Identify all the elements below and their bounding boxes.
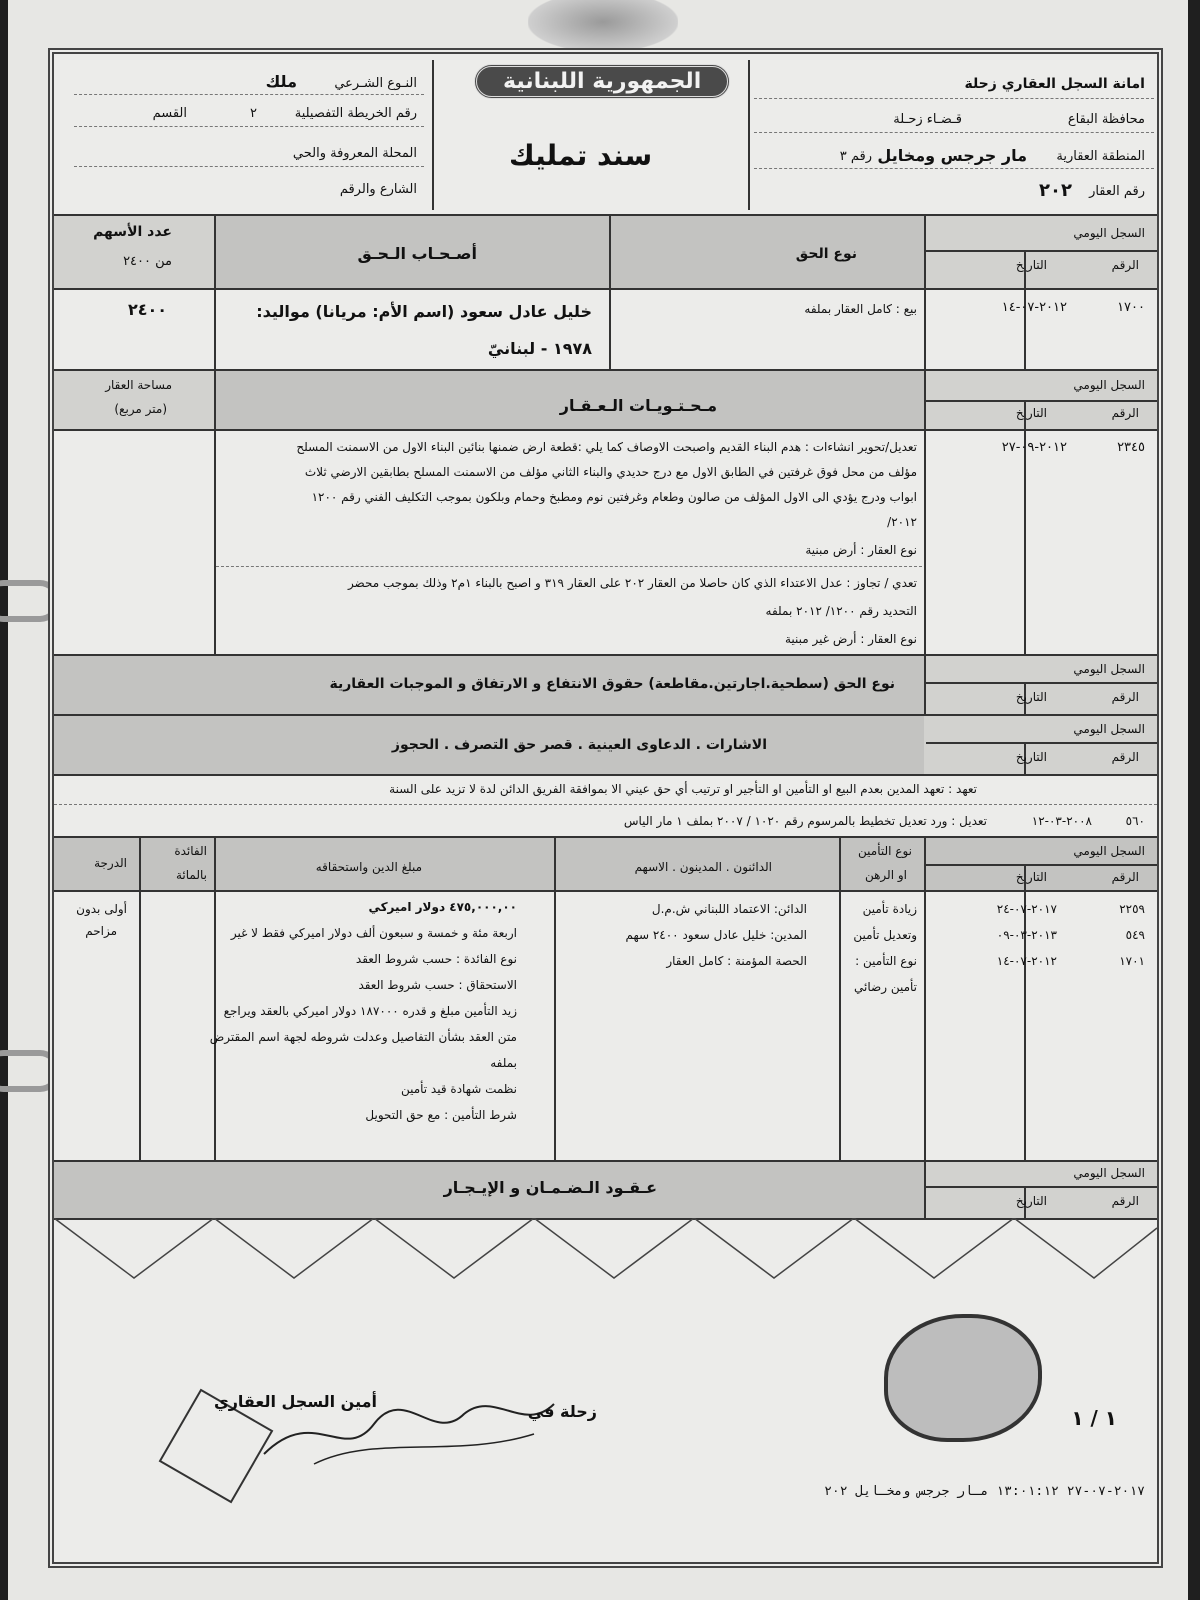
mortgage-parties-header: الدائنون . المدينون . الاسهم (634, 860, 772, 874)
mortgage-condition: شرط التأمين : مع حق التحويل (365, 1108, 517, 1122)
owner-entry-date: ٢٠١٢-٠٧-١٤ (1001, 300, 1067, 315)
owners-header: أصـحـاب الـحـق (357, 244, 477, 263)
mortgage-type-header-2: او الرهن (864, 868, 907, 882)
mortgage-amount-words: اربعة مئة و خمسة و سبعون ألف دولار اميركي فقط لا غير (230, 926, 517, 940)
mortgage-type: زيادة تأمين (862, 902, 917, 916)
contents-line: ابواب ودرج يؤدي الى الاول المؤلف من صالون وطعام وغرفتين نوم ومطبخ وحمام وبلكون بموجب التكليف الفني رقم ١٢٠٠ (311, 490, 917, 504)
amendment-number: ٥٦٠ (1125, 814, 1145, 828)
cedar-emblem (528, 0, 678, 52)
area-header: مساحة العقار (105, 378, 172, 392)
contents-entry-date: ٢٠١٢-٠٩-٢٧ (1001, 440, 1067, 455)
date-col: التاريخ (1015, 870, 1047, 884)
interest-header-2: بالمائة (175, 868, 207, 882)
number-col: الرقم (1111, 750, 1139, 764)
contents-line: تعديل/تحوير انشاءات : هدم البناء القديم واصبحت الاوصاف كما يلي :قطعة ارض ضمنها بنائين البناء الاول من الاسمنت المسلح (296, 440, 917, 454)
property-number: ٢٠٢ (1039, 180, 1072, 201)
zone-number: رقم ٣ (839, 149, 872, 164)
legal-type-value: ملك (265, 72, 297, 91)
number-col: الرقم (1111, 1194, 1139, 1208)
area-unit: (متر مربع) (114, 402, 167, 416)
mortgage-type: نوع التأمين : (855, 954, 917, 968)
contracts-section-title: عـقـود الـضـمـان و الإيـجـار (443, 1178, 657, 1197)
property-number-label: رقم العقار (1089, 184, 1145, 199)
daily-register-label: السجل اليومي (1073, 722, 1145, 736)
mortgage-note: متن العقد بشأن التفاصيل وعدلت شروطه لجهة اسم المقترض (209, 1030, 517, 1044)
owner-entry-number: ١٧٠٠ (1117, 300, 1145, 315)
contents-line: التحديد رقم ١٢٠٠/ ٢٠١٢ بملفه (765, 604, 917, 618)
contents-header: مـحـتـويـات الـعـقـار (559, 396, 717, 415)
date-col: التاريخ (1015, 1194, 1047, 1208)
zone-label: المنطقة العقارية (1056, 149, 1145, 164)
registrar-signature (254, 1364, 574, 1474)
mortgage-note: بملفه (490, 1056, 517, 1070)
owner-shares: ٢٤٠٠ (127, 300, 167, 319)
document-paper (8, 0, 1188, 1600)
mortgage-degree-2: مزاحم (85, 924, 117, 938)
mortgage-amount-header: مبلغ الدين واستحقاقه (315, 860, 422, 874)
legal-type-label: النـوع الشـرعي (334, 76, 417, 91)
mortgage-date: ٢٠١٧-٠٧-٢٤ (996, 902, 1057, 916)
right-type-header: نوع الحق (795, 246, 857, 262)
mortgage-degree: أولى بدون (76, 902, 127, 916)
contents-line: نوع العقار : أرض غير مبنية (785, 632, 917, 646)
shares-of: من ٢٤٠٠ (123, 254, 172, 269)
registry-name: امانة السجل العقاري زحلة (964, 76, 1145, 92)
amendment-text: تعديل : ورد تعديل تخطيط بالمرسوم رقم ١٠٢٠ / ٢٠٠٧ بملف ١ مار الياس (623, 814, 987, 828)
governorate: محافظة البقاع (1067, 112, 1145, 127)
section-label: القسم (152, 106, 187, 121)
page-count: ١ / ١ (1071, 1406, 1117, 1430)
owner-name: خليل عادل سعود (اسم الأم: مريانا) مواليد: (256, 302, 592, 321)
mortgage-type: تأمين رضائي (854, 980, 917, 994)
mortgage-debtor: المدين: خليل عادل سعود ٢٤٠٠ سهم (625, 928, 807, 942)
date-col: التاريخ (1015, 750, 1047, 764)
number-col: الرقم (1111, 406, 1139, 420)
daily-register-label: السجل اليومي (1073, 226, 1145, 240)
mortgage-date: ٢٠١٢-٠٧-١٤ (996, 954, 1057, 968)
mortgage-certificate: نظمت شهادة قيد تأمين (400, 1082, 517, 1096)
mortgage-share: الحصة المؤمنة : كامل العقار (666, 954, 807, 968)
cancellation-zigzag (54, 1218, 1157, 1298)
contents-line: نوع العقار : أرض مبنية (805, 543, 917, 557)
date-col: التاريخ (1015, 690, 1047, 704)
pledge-text: تعهد : تعهد المدين بعدم البيع او التأمين او التأجير او ترتيب أي حق عيني الا بموافقة الفريق الدائن لدة لا تزيد على السنة (389, 782, 977, 796)
number-col: الرقم (1111, 870, 1139, 884)
degree-header: الدرجة (94, 856, 127, 870)
mortgage-maturity: الاستحقاق : حسب شروط العقد (358, 978, 517, 992)
owner-birth-nationality: ١٩٧٨ - لبنانيّ (487, 339, 592, 358)
mortgage-amount: ٤٧٥,٠٠٠,٠٠ دولار اميركي (368, 900, 517, 914)
interest-header: الفائدة (174, 844, 207, 858)
print-timestamp: ٢٠١٧-٠٧-٢٧ ١٣:٠١:١٢ مـار جرجس ومخـايل ٢٠٢ (824, 1484, 1145, 1499)
mortgage-date: ٢٠١٣-٠٣-٠٩ (996, 928, 1057, 942)
locality-label: المحلة المعروفة والحي (292, 146, 417, 161)
number-col: الرقم (1111, 258, 1139, 272)
contents-line: تعدي / تجاوز : عدل الاعتداء الذي كان حاصلا من العقار ٢٠٢ على العقار ٣١٩ و اصبح بالبناء ١م٢ وذلك بموجب محضر (347, 576, 917, 590)
street-label: الشارع والرقم (339, 182, 417, 197)
mortgage-note: زيد التأمين مبلغ و قدره ١٨٧٠٠٠ دولار اميركي بالعقد ويراجع (223, 1004, 517, 1018)
zone-value: مار جرجس ومخايل (877, 146, 1027, 165)
map-number-label: رقم الخريطة التفصيلية (294, 106, 417, 121)
issue-place: زحلة في (527, 1402, 597, 1421)
contents-line: مؤلف من محل فوق غرفتين في الطابق الاول مع درج حديدي والبناء الثاني مؤلف من الاسمنت المسلح بطابقين الارضي ثلاث (304, 465, 917, 479)
amendment-date: ٢٠٠٨-٠٣-١٢ (1031, 814, 1092, 828)
owner-entry-right: بيع : كامل العقار بملفه (804, 302, 917, 316)
mortgage-number: ٥٤٩ (1125, 928, 1145, 942)
references-section-title: الاشارات . الدعاوى العينية . قصر حق التصرف . الحجوز (391, 737, 767, 753)
mortgage-number: ١٧٠١ (1119, 954, 1145, 968)
date-col: التاريخ (1015, 406, 1047, 420)
title-deed-sheet (48, 48, 1163, 1568)
daily-register-label: السجل اليومي (1073, 378, 1145, 392)
map-number-value: ٢ (250, 106, 257, 121)
registrar-title: أمين السجل العقاري (214, 1392, 377, 1411)
mortgage-number: ٢٢٥٩ (1119, 902, 1145, 916)
republic-banner: الجمهورية اللبنانية (474, 64, 730, 99)
contents-entry-number: ٢٣٤٥ (1117, 440, 1145, 455)
mortgage-interest-type: نوع الفائدة : حسب شروط العقد (355, 952, 517, 966)
date-col: التاريخ (1015, 258, 1047, 272)
mortgage-type-header: نوع التأمين (858, 844, 912, 858)
rights-section-title: نوع الحق (سطحية.اجارتين.مقاطعة) حقوق الانتفاع و الارتفاق و الموجبات العقارية (329, 676, 895, 692)
daily-register-label: السجل اليومي (1073, 662, 1145, 676)
district: قـضـاء زحـلة (893, 112, 962, 127)
deed-title: سند تمليك (509, 139, 653, 172)
mortgage-type: وتعديل تأمين (853, 928, 917, 942)
daily-register-label: السجل اليومي (1073, 844, 1145, 858)
contents-line: ٢٠١٢/ (887, 515, 917, 529)
registry-stamp (884, 1314, 1042, 1442)
daily-register-label: السجل اليومي (1073, 1166, 1145, 1180)
mortgage-creditor: الدائن: الاعتماد اللبناني ش.م.ل (651, 902, 807, 916)
number-col: الرقم (1111, 690, 1139, 704)
shares-header: عدد الأسهم (93, 224, 172, 240)
